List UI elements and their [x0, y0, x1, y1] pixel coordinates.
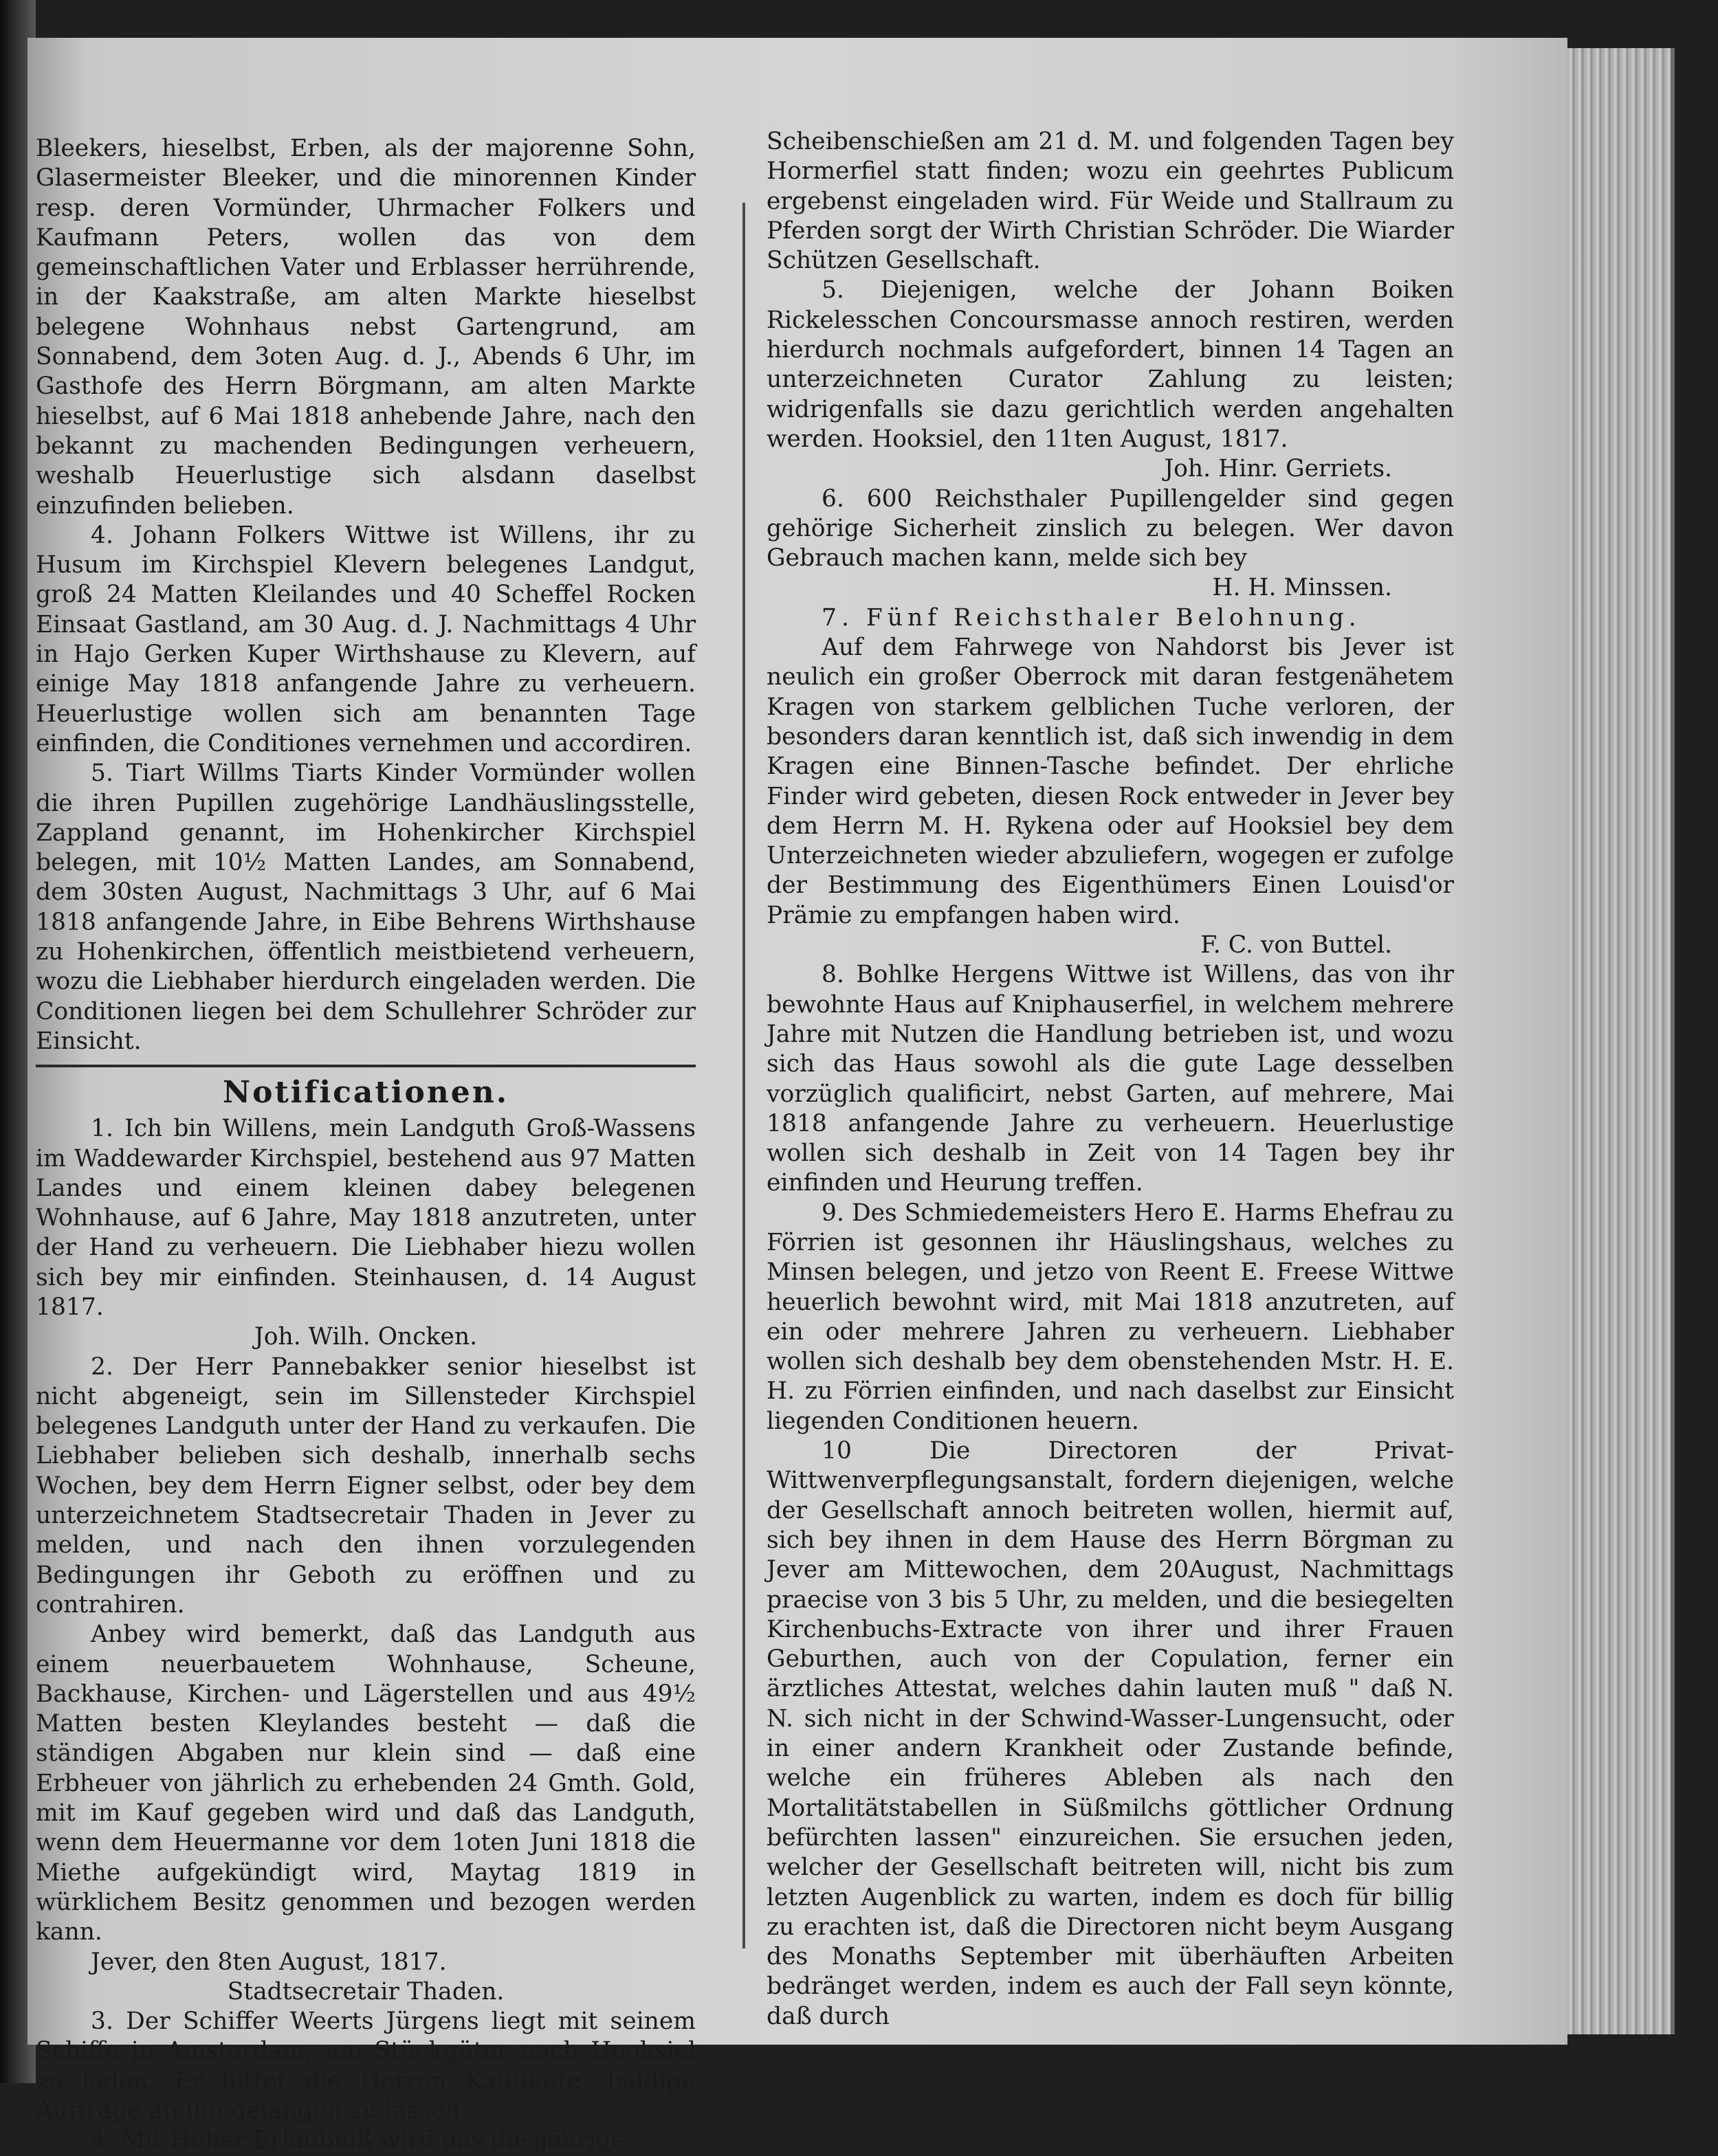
notification-7-signature: F. C. von Buttel.: [1200, 931, 1392, 959]
column-divider: [742, 203, 745, 1948]
notification-5-signature: Joh. Hinr. Gerriets.: [1164, 455, 1392, 483]
notification-3: 3. Der Schiffer Weerts Jürgens liegt mit seinem Schiffe in Amsterdam, um Stückgüter nach Hooksiel zu laden. Er bittet die Herren Kaufleute, baldige Aufträge an ihn gelangen zu lassen.: [36, 2008, 696, 2124]
page-edges: [1567, 48, 1675, 2034]
notification-4-start: 4. Mit Hoher Erlaubniß wird das diesjährige: [91, 2126, 626, 2155]
notification-6: 6. 600 Reichsthaler Pupillengelder sind gegen gehörige Sicherheit zinslich zu belegen. Wer davon Gebrauch machen kann, melde sich bey: [767, 485, 1454, 573]
notification-2-date: Jever, den 8ten August, 1817.: [91, 1948, 447, 1976]
notification-8: 8. Bohlke Hergens Wittwe ist Willens, das von ihr bewohnte Haus auf Kniphauserfiel, in welchem mehrere Jahre mit Nutzen die Handlung betrieben ist, und wozu sich das Haus sowohl als die gute Lage desselben vorzüglich qualificirt, nebst Garten, auf mehrere, Mai 1818 anfangende Jahre zu verheuern. Heuerlustige wollen sich deshalb in Zeit von 14 Tagen bey ihr einfinden und Heurung treffen.: [767, 961, 1454, 1197]
notification-10: 10 Die Directoren der Privat-Wittwenverpflegungsanstalt, fordern diejenigen, welche der Gesellschaft annoch beitreten wollen, hiermit auf, sich bey ihnen in dem Hause des Herrn Börgman zu Jever am Mittewochen, dem 20August, Nachmittags praecise von 3 bis 5 Uhr, zu melden, und die besiegelten Kirchenbuchs-Extracte von ihrer und ihrer Frauen Geburthen, auch von der Copulation, ferner ein ärztliches Attestat, welches dahin lauten muß " daß N. N. sich nicht in der Schwind-Wasser-Lungensucht, oder in einer andern Krankheit oder Zustande befinde, welche ein früheres Ableben als nach den Mortalitätstabellen in Süßmilchs göttlicher Ordnung befürchten lassen" einzureichen. Sie ersuchen jeden, welcher der Gesellschaft beitreten will, nicht bis zum letzten Augenblick zu warten, indem es doch für billig zu erachten ist, daß die Directoren nicht beym Ausgang des Monaths September mit überhäuften Arbeiten bedränget werden, indem es auch der Fall seyn könnte, daß durch: [767, 1437, 1454, 2030]
announcement-5-tiarts: 5. Tiart Willms Tiarts Kinder Vormünder wollen die ihren Pupillen zugehörige Landhäuslingsstelle, Zappland genannt, im Hohenkircher Kirchspiel belegen, mit 10½ Matten Landes, am Sonnabend, dem 30sten August, Nachmittags 3 Uhr, auf 6 Mai 1818 anfangende Jahre, in Eibe Behrens Wirthshause zu Hohenkirchen, öffentlich meistbietend verheuern, wozu die Liebhaber hierdurch eingeladen werden. Die Conditionen liegen bei dem Schullehrer Schröder zur Einsicht.: [36, 759, 696, 1055]
announcement-4-folkers: 4. Johann Folkers Wittwe ist Willens, ihr zu Husum im Kirchspiel Klevern belegenes Landgut, groß 24 Matten Kleilandes und 40 Scheffel Rocken Einsaat Gastland, am 30 Aug. d. J. Nachmittags 4 Uhr in Hajo Gerken Kuper Wirthshause zu Klevern, auf einige May 1818 anfangende Jahre zu verheuern. Heuerlustige wollen sich am benannten Tage einfinden, die Conditiones vernehmen und accordiren.: [36, 521, 696, 757]
right-column: [767, 127, 1454, 2032]
left-column: [36, 134, 696, 2156]
notification-5: 5. Diejenigen, welche der Johann Boiken Rickelesschen Concoursmasse annoch restiren, werden hierdurch nochmals aufgefordert, binnen 14 Tagen an unterzeichneten Curator Zahlung zu leisten; widrigenfalls sie dazu gerichtlich werden angehalten werden. Hooksiel, den 11ten August, 1817.: [767, 276, 1454, 453]
notification-6-signature: H. H. Minssen.: [1212, 574, 1392, 602]
notification-9: 9. Des Schmiedemeisters Hero E. Harms Ehefrau zu Förrien ist gesonnen ihr Häuslingshaus, welches zu Minsen belegen, und jetzo von Reent E. Freese Wittwe heuerlich bewohnt wird, mit Mai 1818 anzutreten, auf ein oder mehrere Jahren zu verheuern. Liebhaber wollen sich deshalb bey dem obenstehenden Mstr. H. E. H. zu Förrien einfinden, und nach daselbst zur Einsicht liegenden Conditionen heuern.: [767, 1199, 1454, 1435]
notification-4-continued: Scheibenschießen am 21 d. M. und folgenden Tagen bey Hormerfiel statt finden; wozu ein geehrtes Publicum ergebenst eingeladen wird. Für Weide und Stallraum zu Pferden sorgt der Wirth Christian Schröder. Die Wiarder Schützen Gesellschaft.: [767, 128, 1454, 275]
notification-2-note: Anbey wird bemerkt, daß das Landguth aus einem neuerbauetem Wohnhause, Scheune, Backhause, Kirchen- und Lägerstellen und aus 49½ Matten besten Kleylandes besteht — daß die ständigen Abgaben nur klein sind — daß eine Erbheuer von jährlich zu erhebenden 24 Gmth. Gold, mit im Kauf gegeben wird und daß das Landguth, wenn dem Heuermanne vor dem 1oten Juni 1818 die Miethe aufgekündigt wird, Maytag 1819 in würklichem Besitz genommen und bezogen werden kann.: [36, 1621, 696, 1946]
notification-7-title: 7. Fünf Reichsthaler Belohnung.: [822, 603, 1361, 632]
section-heading: Notificationen.: [222, 1075, 509, 1111]
section-divider: [36, 1065, 696, 1067]
announcement-bleekers: Bleekers, hieselbst, Erben, als der majorenne Sohn, Glasermeister Bleeker, und die minorennen Kinder resp. deren Vormünder, Uhrmacher Folkers und Kaufmann Peters, wollen das von dem gemeinschaftlichen Vater und Erblasser herrührende, in der Kaakstraße, am alten Markte hieselbst belegene Wohnhaus nebst Gartengrund, am Sonnabend, dem 3oten Aug. d. J., Abends 6 Uhr, im Gasthofe des Herrn Börgmann, am alten Markte hieselbst, auf 6 Mai 1818 anhebende Jahre, nach den bekannt zu machenden Bedingungen verheuern, weshalb Heuerlustige sich alsdann daselbst einzufinden belieben.: [36, 135, 696, 520]
newspaper-page: [27, 38, 1567, 2155]
notification-2: 2. Der Herr Pannebakker senior hieselbst ist nicht abgeneigt, sein im Sillensteder Kirchspiel belegenes Landguth unter der Hand zu verkaufen. Die Liebhaber belieben sich deshalb, innerhalb sechs Wochen, bey dem Herrn Eigner selbst, oder bey dem unterzeichnetem Stadtsecretair Thaden in Jever zu melden, und nach den ihnen vorzulegenden Bedingungen ihr Geboth zu eröffnen und zu contrahiren.: [36, 1353, 696, 1619]
notification-1: 1. Ich bin Willens, mein Landguth Groß-Wassens im Waddewarder Kirchspiel, bestehend aus 97 Matten Landes und einem kleinen dabey belegenen Wohnhause, auf 6 Jahre, May 1818 anzutreten, unter der Hand zu verheuern. Die Liebhaber hiezu wollen sich bey mir einfinden. Steinhausen, d. 14 August 1817.: [36, 1115, 696, 1321]
notification-1-signature: Joh. Wilh. Oncken.: [254, 1323, 478, 1351]
notification-2-signature: Stadtsecretair Thaden.: [227, 1977, 505, 2005]
notification-7: Auf dem Fahrwege von Nahdorst bis Jever ist neulich ein großer Oberrock mit daran festgenähetem Kragen von starkem gelblichen Tuche verloren, der besonders daran kenntlich ist, daß sich inwendig in dem Kragen eine Binnen-Tasche befindet. Der ehrliche Finder wird gebeten, diesen Rock entweder in Jever bey dem Herrn M. H. Rykena oder auf Hooksiel bey dem Unterzeichneten wieder abzuliefern, wogegen er zufolge der Bestimmung des Eigenthümers Einen Louisd'or Prämie zu empfangen haben wird.: [767, 634, 1454, 929]
